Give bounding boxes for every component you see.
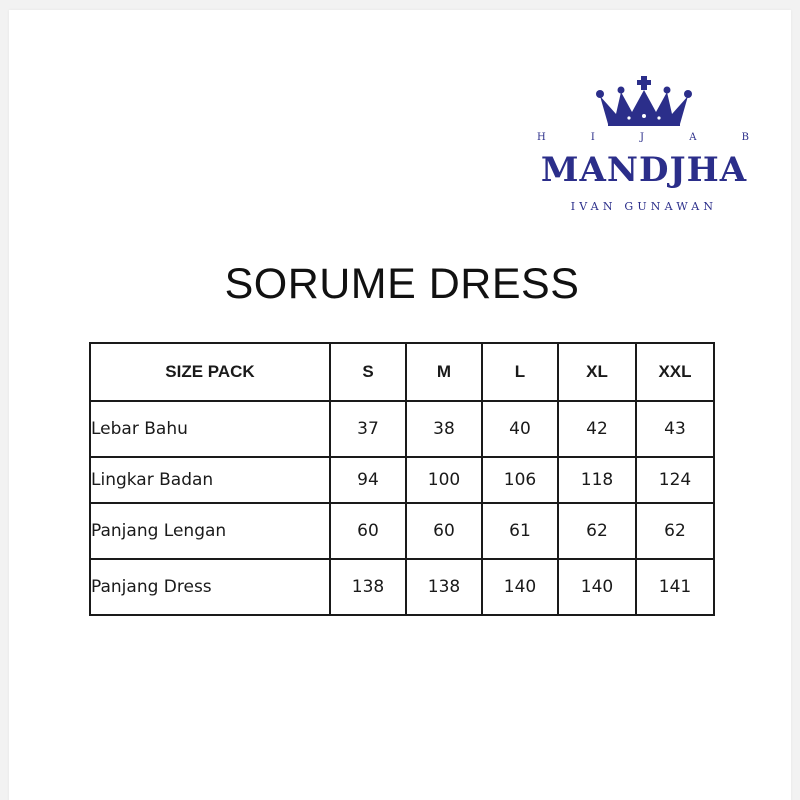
brand-letter: A [689, 132, 697, 143]
table-cell: 100 [406, 457, 482, 503]
table-cell: 140 [558, 559, 636, 615]
table-cell: 124 [636, 457, 714, 503]
crown-icon [594, 74, 694, 128]
table-row [90, 457, 714, 503]
table-header-cell: L [482, 343, 558, 401]
brand-letter: B [741, 132, 749, 143]
brand-logo [529, 74, 759, 224]
table-cell: 118 [558, 457, 636, 503]
row-label: Lebar Bahu [90, 401, 330, 457]
brand-top-letters [537, 132, 749, 143]
table-cell: 62 [558, 503, 636, 559]
table-header-cell: S [330, 343, 406, 401]
table-row [90, 559, 714, 615]
table-cell: 138 [406, 559, 482, 615]
table-header-cell: M [406, 343, 482, 401]
table-cell: 138 [330, 559, 406, 615]
size-table [89, 342, 715, 616]
table-cell: 60 [406, 503, 482, 559]
table-header-row [90, 343, 714, 401]
table-row [90, 401, 714, 457]
table-cell: 94 [330, 457, 406, 503]
table-cell: 141 [636, 559, 714, 615]
table-cell: 37 [330, 401, 406, 457]
page-title [9, 258, 791, 310]
brand-letter: I [590, 132, 595, 143]
table-cell: 140 [482, 559, 558, 615]
table-cell: 62 [636, 503, 714, 559]
brand-name: MANDJHA [540, 150, 748, 190]
brand-subtitle: IVAN GUNAWAN [570, 200, 718, 213]
table-cell: 38 [406, 401, 482, 457]
table-cell: 42 [558, 401, 636, 457]
table-header-cell: XL [558, 343, 636, 401]
table-cell: 43 [636, 401, 714, 457]
row-label: Lingkar Badan [90, 457, 330, 503]
table-row [90, 503, 714, 559]
table-cell: 60 [330, 503, 406, 559]
brand-letter: J [640, 132, 645, 143]
row-label: Panjang Lengan [90, 503, 330, 559]
size-chart-sheet [9, 10, 791, 800]
row-label: Panjang Dress [90, 559, 330, 615]
table-header-cell: SIZE PACK [90, 343, 330, 401]
brand-letter: H [537, 132, 546, 143]
table-cell: 40 [482, 401, 558, 457]
table-cell: 61 [482, 503, 558, 559]
page-title-text: SORUME DRESS [224, 260, 580, 308]
table-header-cell: XXL [636, 343, 714, 401]
table-cell: 106 [482, 457, 558, 503]
